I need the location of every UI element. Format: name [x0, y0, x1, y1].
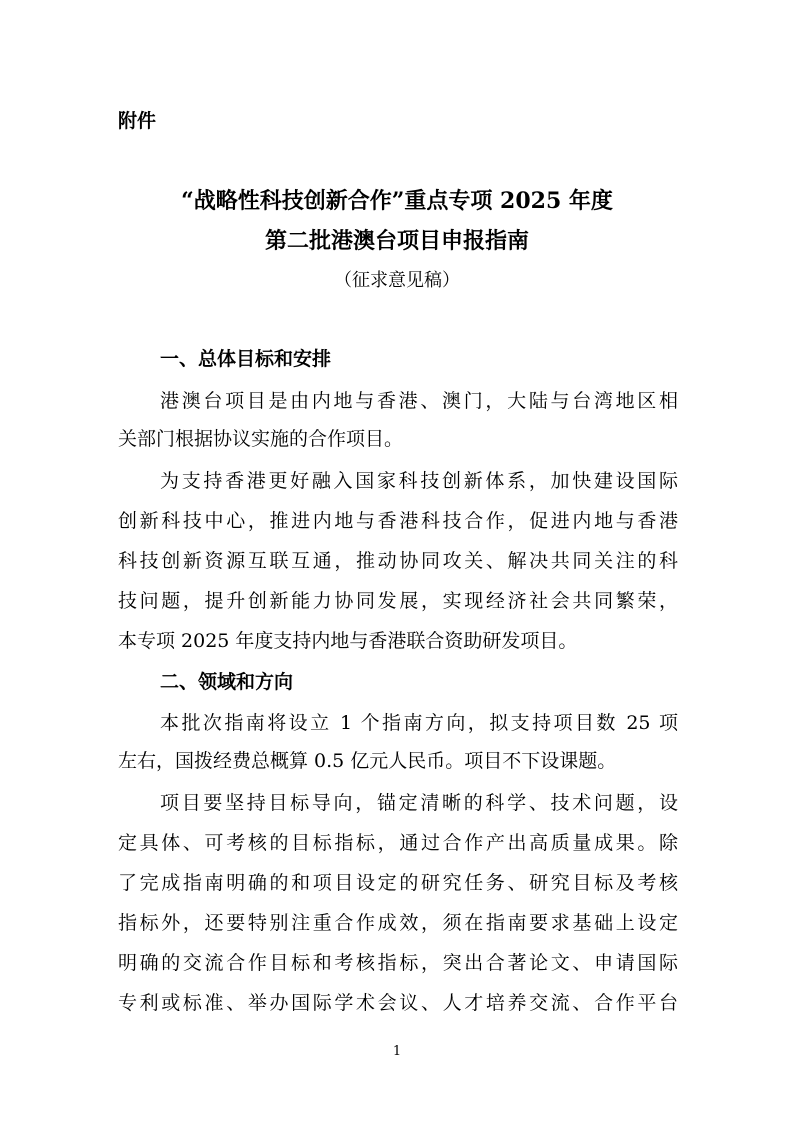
paragraph-line: 创新科技中心，推进内地与香港科技合作，促进内地与香港: [118, 510, 678, 532]
paragraph-line: 了完成指南明确的和项目设定的研究任务、研究目标及考核: [118, 872, 678, 894]
section-heading-1: 一、总体目标和安排: [160, 348, 332, 370]
paragraph-line: 指标外，还要特别注重合作成效，须在指南要求基础上设定: [118, 912, 678, 934]
paragraph-line: 港澳台项目是由内地与香港、澳门，大陆与台湾地区相: [160, 390, 678, 412]
paragraph-line: 专利或标准、举办国际学术会议、人才培养交流、合作平台: [118, 992, 678, 1014]
document-title-line-1: “战略性科技创新合作”重点专项 2025 年度: [181, 188, 613, 214]
paragraph-line: 为支持香港更好融入国家科技创新体系，加快建设国际: [160, 470, 678, 492]
paragraph-line: 本专项 2025 年度支持内地与香港联合资助研发项目。: [118, 630, 578, 652]
paragraph-line: 关部门根据协议实施的合作项目。: [118, 428, 404, 450]
paragraph-line: 项目要坚持目标导向，锚定清晰的科学、技术问题，设: [160, 792, 678, 814]
paragraph-line: 技问题，提升创新能力协同发展，实现经济社会共同繁荣，: [118, 590, 678, 612]
paragraph-line: 定具体、可考核的目标指标，通过合作产出高质量成果。除: [118, 832, 678, 854]
page-number: 1: [392, 1044, 402, 1059]
attachment-label: 附件: [118, 110, 157, 132]
paragraph-line: 明确的交流合作目标和考核指标，突出合著论文、申请国际: [118, 952, 678, 974]
paragraph-line: 左右，国拨经费总概算 0.5 亿元人民币。项目不下设课题。: [118, 750, 617, 772]
paragraph-line: 本批次指南将设立 1 个指南方向，拟支持项目数 25 项: [160, 712, 678, 734]
document-subtitle: （征求意见稿）: [334, 270, 460, 291]
section-heading-2: 二、领域和方向: [160, 671, 294, 693]
document-title-line-2: 第二批港澳台项目申报指南: [264, 228, 529, 254]
paragraph-line: 科技创新资源互联互通，推动协同攻关、解决共同关注的科: [118, 550, 678, 572]
